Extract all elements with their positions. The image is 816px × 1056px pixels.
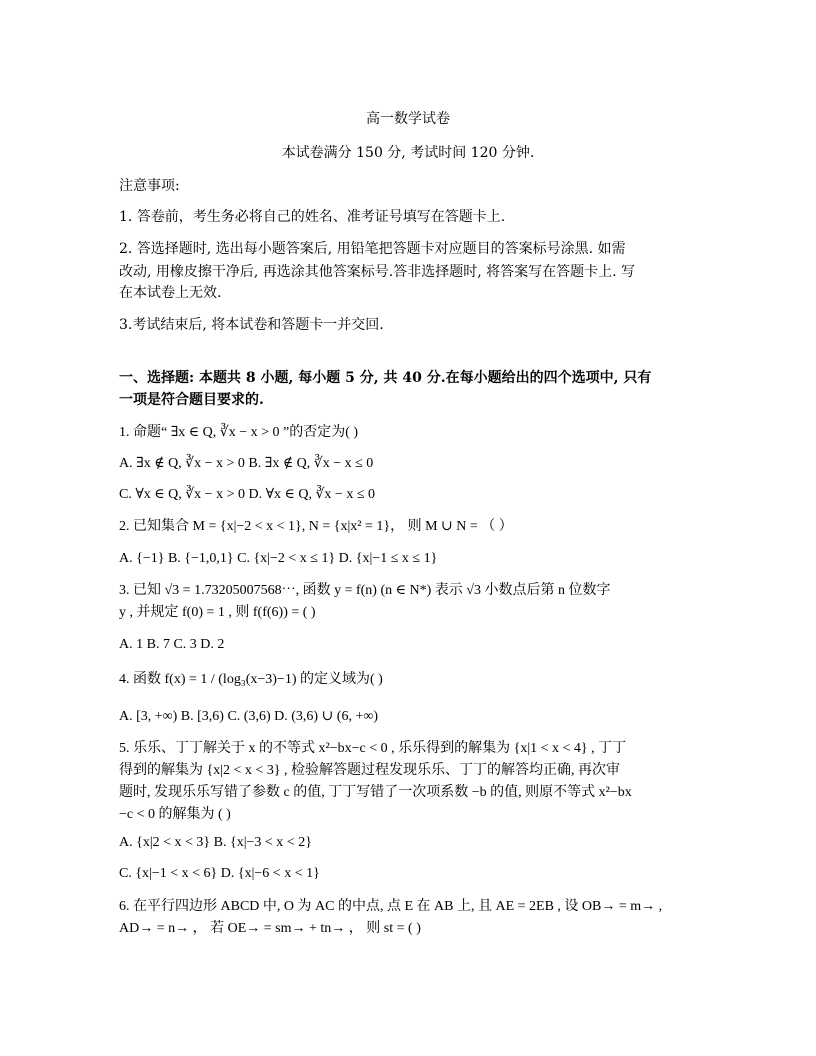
question-5-line-3: 题时, 发现乐乐写错了参数 c 的值, 丁丁写错了一次项系数 −b 的值, 则原不等式 x²−bx [119,785,632,800]
note-1: 1. 答卷前，考生务必将自己的姓名、准考证号填写在答题卡上. [119,209,506,225]
question-2: 2. 已知集合 M = {x|−2 < x < 1}, N = {x|x² = 1}， 则 M ∪ N = （ ） [119,519,513,534]
section-1-heading-line-2: 一项是符合题目要求的. [119,392,264,408]
exam-title: 高一数学试卷 [366,111,450,127]
question-3-options: A. 1 B. 7 C. 3 D. 2 [119,637,225,652]
note-2-line-1: 2. 答选择题时, 选出每小题答案后, 用铅笔把答题卡对应题目的答案标号涂黑. 如需 [119,241,626,257]
question-5-line-2: 得到的解集为 {x|2 < x < 3} , 检验解答题过程发现乐乐、丁丁的解答均正确, 再次审 [119,763,621,778]
notes-heading: 注意事项: [119,178,180,194]
question-3-line-2: y , 并规定 f(0) = 1 , 则 f(f(6)) = ( ) [119,605,316,620]
question-5-line-4: −c < 0 的解集为 ( ) [119,807,231,822]
question-5-options-ab: A. {x|2 < x < 3} B. {x|−3 < x < 2} [119,835,312,850]
question-2-options: A. {−1} B. {−1,0,1} C. {x|−2 < x ≤ 1} D. {x|−1 ≤ x ≤ 1} [119,551,438,566]
question-1: 1. 命题“ ∃x ∈ Q, ∛x − x > 0 ”的否定为( ) [119,425,359,440]
question-5-options-cd: C. {x|−1 < x < 6} D. {x|−6 < x < 1} [119,866,320,881]
note-2-line-3: 在本试卷上无效. [119,285,222,301]
question-6-line-1: 6. 在平行四边形 ABCD 中, O 为 AC 的中点, 点 E 在 AB 上, 且 AE = 2EB , 设 OB→ = m→ , [119,899,663,914]
question-4: 4. 函数 f(x) = 1 / (log₃(x−3)−1) 的定义域为( ) [119,672,383,687]
exam-subtitle: 本试卷满分 150 分, 考试时间 120 分钟. [281,145,535,161]
note-2-line-2: 改动, 用橡皮擦干净后, 再选涂其他答案标号.答非选择题时, 将答案写在答题卡上. 写 [119,264,636,280]
question-4-options: A. [3, +∞) B. [3,6) C. (3,6) D. (3,6) ∪ (6, +∞) [119,709,378,724]
question-5-line-1: 5. 乐乐、丁丁解关于 x 的不等式 x²−bx−c < 0 , 乐乐得到的解集为 {x|1 < x < 4} , 丁丁 [119,741,627,756]
section-1-heading-line-1: 一、选择题: 本题共 8 小题, 每小题 5 分, 共 40 分.在每小题给出的四个选项中, 只有 [119,370,652,386]
question-3-line-1: 3. 已知 √3 = 1.73205007568⋯, 函数 y = f(n) (n ∈ N*) 表示 √3 小数点后第 n 位数字 [119,583,611,598]
question-6-line-2: AD→ = n→ ， 若 OE→ = sm→ + tn→ ， 则 st = ( ) [119,921,421,936]
note-3: 3.考试结束后, 将本试卷和答题卡一并交回. [119,317,384,333]
question-1-options-cd: C. ∀x ∈ Q, ∛x − x > 0 D. ∀x ∈ Q, ∛x − x ≤ 0 [119,487,376,502]
question-1-options-ab: A. ∃x ∉ Q, ∛x − x > 0 B. ∃x ∉ Q, ∛x − x ≤ 0 [119,456,374,471]
